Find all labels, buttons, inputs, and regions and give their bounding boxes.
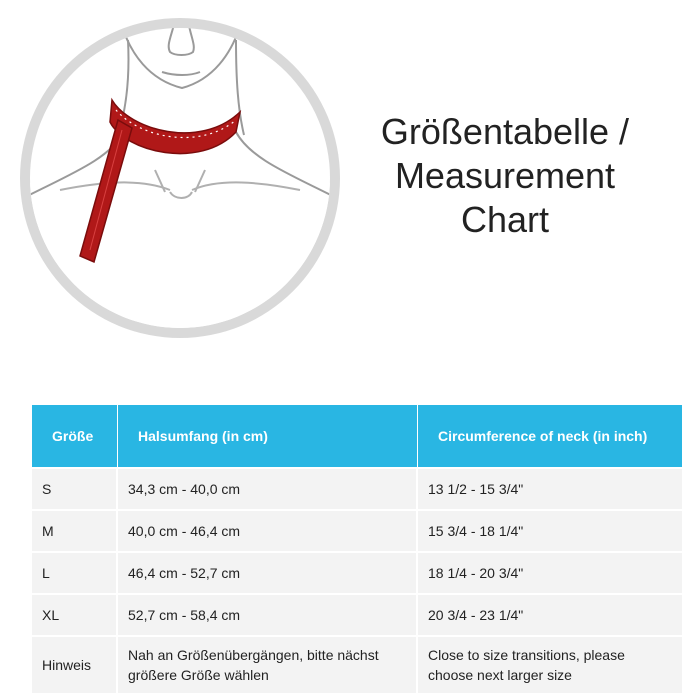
size-cell: S	[32, 469, 118, 509]
inch-cell: 13 1/2 - 15 3/4"	[418, 469, 682, 509]
table-header-row	[32, 405, 682, 467]
table-row	[32, 553, 682, 593]
heading-line-3: Chart	[460, 199, 550, 240]
size-cell: M	[32, 511, 118, 551]
heading-line-1: Größentabelle /	[380, 111, 630, 152]
table-row	[32, 511, 682, 551]
header-neck-inch: Circumference of neck (in inch)	[418, 405, 682, 467]
heading-line-2: Measurement	[394, 155, 616, 196]
figure-outline	[0, 20, 360, 380]
size-cell: L	[32, 553, 118, 593]
size-cell: XL	[32, 595, 118, 635]
chart-heading	[330, 110, 680, 242]
cm-cell: 34,3 cm - 40,0 cm	[118, 469, 418, 509]
size-table	[32, 403, 682, 695]
table-row	[32, 469, 682, 509]
note-german: Nah an Größenübergängen, bitte nächst größere Größe wählen	[118, 637, 418, 693]
cm-cell: 46,4 cm - 52,7 cm	[118, 553, 418, 593]
note-english: Close to size transitions, please choose next larger size	[418, 637, 682, 693]
table-row	[32, 595, 682, 635]
cm-cell: 52,7 cm - 58,4 cm	[118, 595, 418, 635]
inch-cell: 15 3/4 - 18 1/4"	[418, 511, 682, 551]
header-size: Größe	[32, 405, 118, 467]
cm-cell: 40,0 cm - 46,4 cm	[118, 511, 418, 551]
inch-cell: 18 1/4 - 20 3/4"	[418, 553, 682, 593]
note-row	[32, 637, 682, 693]
note-label: Hinweis	[32, 637, 118, 693]
inch-cell: 20 3/4 - 23 1/4"	[418, 595, 682, 635]
neck-measurement-illustration	[0, 0, 360, 380]
header-neck-cm: Halsumfang (in cm)	[118, 405, 418, 467]
